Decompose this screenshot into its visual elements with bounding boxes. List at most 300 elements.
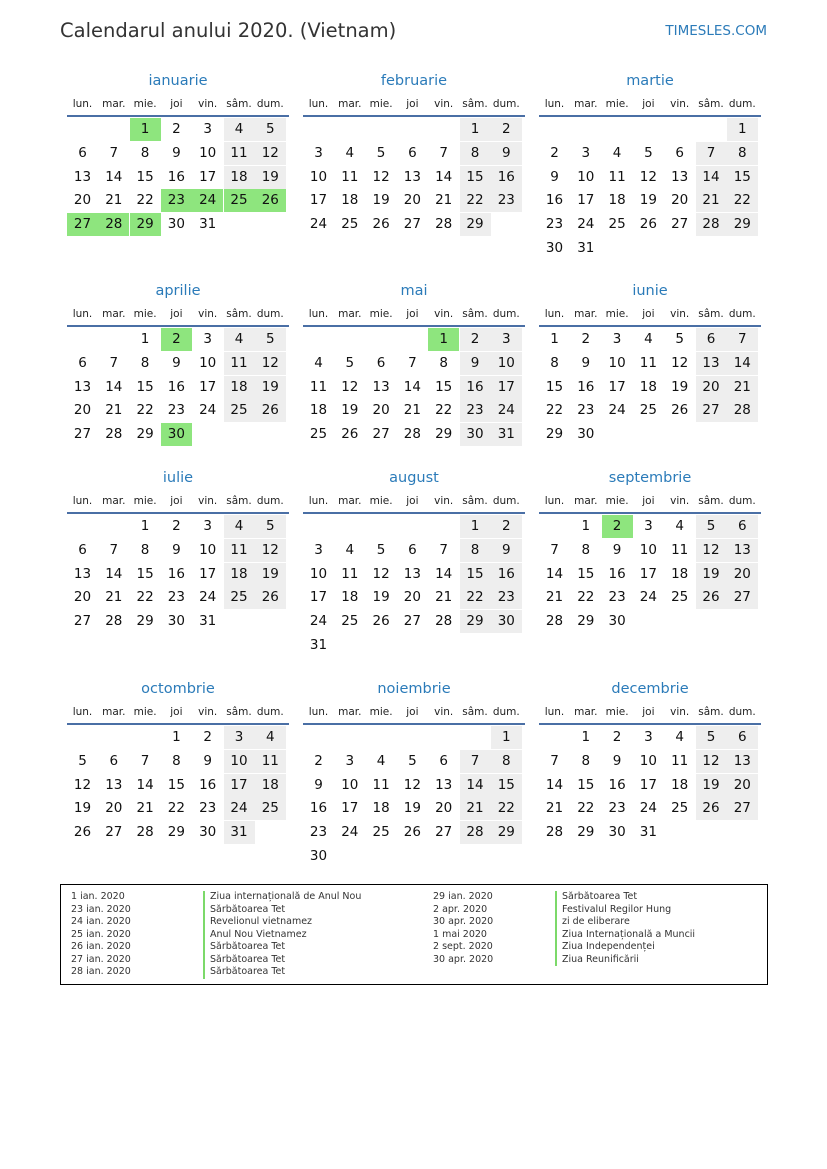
weekday-header bbox=[539, 308, 761, 322]
day-cell: 14 bbox=[460, 774, 491, 797]
day-cell: 27 bbox=[727, 797, 758, 820]
weekday-header bbox=[67, 706, 289, 720]
day-cell: 2 bbox=[581, 331, 591, 347]
day-cell: 11 bbox=[608, 168, 626, 185]
weekday-label: mie. bbox=[133, 495, 157, 507]
day-cell: 20 bbox=[727, 563, 758, 586]
day-cell: 18 bbox=[372, 800, 390, 817]
day-cell: 20 bbox=[435, 800, 453, 817]
day-cell: 26 bbox=[403, 824, 421, 841]
day-cell: 29 bbox=[545, 426, 564, 443]
day-cell: 23 bbox=[577, 402, 595, 419]
day-cell: 8 bbox=[460, 142, 491, 165]
holiday-day-cell: 1 bbox=[130, 118, 161, 141]
day-cell: 1 bbox=[491, 726, 522, 749]
day-cell: 4 bbox=[224, 515, 255, 538]
day-cell: 5 bbox=[696, 726, 727, 749]
weekday-label: joi bbox=[406, 98, 419, 110]
day-cell: 29 bbox=[435, 426, 453, 443]
weekday-label: sâm. bbox=[462, 495, 488, 507]
day-cell: 21 bbox=[545, 589, 564, 606]
day-cell: 31 bbox=[309, 637, 328, 653]
day-cell: 13 bbox=[696, 352, 727, 375]
day-cell: 23 bbox=[199, 800, 217, 817]
day-cell: 27 bbox=[372, 426, 390, 443]
day-cell: 24 bbox=[577, 216, 595, 233]
day-cell: 25 bbox=[639, 402, 657, 419]
day-cell: 25 bbox=[608, 216, 626, 233]
day-cell: 16 bbox=[167, 378, 185, 395]
day-cell: 4 bbox=[224, 328, 255, 351]
day-cell: 23 bbox=[491, 189, 522, 212]
weekday-label: vin. bbox=[198, 98, 218, 110]
day-cell: 18 bbox=[255, 774, 286, 797]
day-cell: 28 bbox=[435, 613, 453, 630]
day-cell: 29 bbox=[727, 213, 758, 236]
holiday-day-cell: 2 bbox=[161, 328, 192, 351]
day-cell: 24 bbox=[224, 797, 255, 820]
weekday-header bbox=[67, 98, 289, 112]
day-cell: 20 bbox=[403, 589, 421, 606]
day-cell: 21 bbox=[403, 402, 421, 419]
day-cell: 8 bbox=[581, 752, 591, 769]
day-cell: 21 bbox=[727, 376, 758, 399]
day-cell: 26 bbox=[255, 586, 286, 609]
legend-date: 30 apr. 2020 bbox=[433, 953, 494, 965]
day-cell: 10 bbox=[309, 168, 328, 185]
weekday-label: lun. bbox=[72, 495, 93, 507]
day-cell: 11 bbox=[341, 565, 359, 582]
day-cell: 5 bbox=[255, 328, 286, 351]
day-cell: 18 bbox=[224, 563, 255, 586]
day-cell: 1 bbox=[460, 515, 491, 538]
weekday-label: dum. bbox=[256, 706, 284, 718]
day-cell: 31 bbox=[491, 423, 522, 446]
day-cell: 25 bbox=[224, 586, 255, 609]
weekday-header bbox=[539, 98, 761, 112]
day-cell: 24 bbox=[639, 589, 657, 606]
weekday-label: dum. bbox=[492, 495, 520, 507]
weekday-label: joi bbox=[642, 308, 655, 320]
day-cell: 1 bbox=[460, 118, 491, 141]
legend-holiday-name: Anul Nou Vietnamez bbox=[203, 929, 361, 942]
weekday-label: mar. bbox=[574, 495, 598, 507]
day-cell: 18 bbox=[341, 589, 359, 606]
weekday-label: mar. bbox=[102, 495, 126, 507]
day-cell: 7 bbox=[439, 144, 448, 161]
day-cell: 28 bbox=[727, 399, 758, 422]
day-cell: 26 bbox=[696, 586, 727, 609]
day-cell: 25 bbox=[341, 216, 359, 233]
legend-holiday-name: zi de eliberare bbox=[555, 916, 695, 929]
legend-date: 2 sept. 2020 bbox=[433, 941, 493, 952]
day-cell: 7 bbox=[109, 144, 119, 161]
month-name: mai bbox=[400, 283, 428, 299]
day-cell: 19 bbox=[696, 563, 727, 586]
legend-holiday-name: Ziua Reunificării bbox=[555, 954, 695, 967]
header-rule bbox=[303, 723, 525, 725]
day-cell: 11 bbox=[309, 378, 328, 395]
weekday-label: joi bbox=[642, 706, 655, 718]
day-cell: 10 bbox=[224, 750, 255, 773]
weekday-label: joi bbox=[170, 706, 183, 718]
weekday-label: vin. bbox=[434, 98, 454, 110]
day-cell: 9 bbox=[491, 539, 522, 562]
weekday-label: mar. bbox=[338, 98, 362, 110]
day-cell: 5 bbox=[696, 515, 727, 538]
day-cell: 31 bbox=[577, 240, 595, 256]
day-cell: 9 bbox=[550, 168, 559, 185]
weekday-label: mie. bbox=[369, 495, 393, 507]
day-cell: 27 bbox=[435, 824, 453, 841]
day-cell: 20 bbox=[372, 402, 390, 419]
day-cell: 8 bbox=[550, 354, 559, 371]
day-cell: 22 bbox=[167, 800, 185, 817]
day-cell: 31 bbox=[199, 216, 217, 233]
weekday-label: sâm. bbox=[462, 706, 488, 718]
day-cell: 2 bbox=[172, 121, 181, 137]
day-cell: 20 bbox=[727, 774, 758, 797]
day-cell: 10 bbox=[639, 752, 657, 769]
day-cell: 30 bbox=[460, 423, 491, 446]
day-cell: 17 bbox=[309, 589, 328, 606]
day-cell: 21 bbox=[435, 589, 453, 606]
weekday-header bbox=[67, 495, 289, 509]
weekday-label: lun. bbox=[544, 706, 565, 718]
holiday-day-cell: 23 bbox=[161, 189, 192, 212]
day-cell: 12 bbox=[372, 168, 390, 185]
holiday-day-cell: 27 bbox=[67, 213, 98, 236]
day-cell: 14 bbox=[545, 776, 564, 793]
day-cell: 9 bbox=[612, 752, 622, 769]
day-cell: 3 bbox=[644, 518, 653, 534]
day-cell: 13 bbox=[73, 565, 92, 582]
day-cell: 4 bbox=[224, 118, 255, 141]
day-cell: 6 bbox=[376, 354, 386, 371]
day-cell: 8 bbox=[581, 541, 591, 558]
weekday-label: lun. bbox=[308, 98, 329, 110]
day-cell: 6 bbox=[408, 144, 417, 161]
day-cell: 14 bbox=[105, 565, 123, 582]
legend-date: 2 apr. 2020 bbox=[433, 903, 488, 915]
holiday-day-cell: 24 bbox=[192, 189, 223, 212]
holiday-day-cell: 28 bbox=[98, 213, 129, 236]
day-cell: 3 bbox=[203, 518, 212, 534]
legend-date: 28 ian. 2020 bbox=[71, 966, 131, 977]
day-cell: 30 bbox=[608, 824, 626, 841]
day-cell: 17 bbox=[608, 378, 626, 395]
day-cell: 14 bbox=[435, 168, 453, 185]
day-cell: 13 bbox=[73, 168, 92, 185]
day-cell: 24 bbox=[309, 216, 328, 233]
day-cell: 28 bbox=[435, 216, 453, 233]
day-cell: 2 bbox=[460, 328, 491, 351]
weekday-label: vin. bbox=[198, 308, 218, 320]
day-cell: 26 bbox=[255, 399, 286, 422]
day-cell: 22 bbox=[491, 797, 522, 820]
day-cell: 6 bbox=[696, 328, 727, 351]
day-cell: 11 bbox=[671, 752, 689, 769]
day-cell: 17 bbox=[199, 168, 217, 185]
day-cell: 28 bbox=[105, 426, 123, 443]
day-cell: 1 bbox=[727, 118, 758, 141]
day-cell: 7 bbox=[727, 328, 758, 351]
day-cell: 6 bbox=[109, 752, 119, 769]
day-cell: 20 bbox=[403, 192, 421, 209]
day-cell: 7 bbox=[408, 354, 417, 371]
month-name: iunie bbox=[632, 283, 668, 299]
day-cell: 28 bbox=[545, 613, 564, 630]
day-cell: 23 bbox=[491, 586, 522, 609]
header-rule bbox=[539, 512, 761, 514]
day-cell: 14 bbox=[105, 378, 123, 395]
day-cell: 3 bbox=[203, 121, 212, 137]
month-name: aprilie bbox=[155, 283, 201, 299]
day-cell: 27 bbox=[403, 216, 421, 233]
day-cell: 19 bbox=[671, 378, 689, 395]
day-cell: 24 bbox=[639, 800, 657, 817]
legend-date: 30 apr. 2020 bbox=[433, 916, 494, 927]
day-cell: 17 bbox=[577, 192, 595, 209]
weekday-label: dum. bbox=[728, 98, 756, 110]
month-name: iulie bbox=[162, 470, 194, 486]
day-cell: 16 bbox=[577, 378, 595, 395]
holiday-day-cell: 25 bbox=[224, 189, 255, 212]
day-cell: 7 bbox=[460, 750, 491, 773]
weekday-label: sâm. bbox=[462, 98, 488, 110]
day-cell: 25 bbox=[309, 426, 328, 443]
day-cell: 17 bbox=[309, 192, 328, 209]
weekday-label: mie. bbox=[133, 98, 157, 110]
holiday-day-cell: 29 bbox=[130, 213, 161, 236]
day-cell: 25 bbox=[341, 613, 359, 630]
weekday-label: mar. bbox=[102, 98, 126, 110]
day-cell: 22 bbox=[460, 189, 491, 212]
day-cell: 8 bbox=[439, 354, 448, 371]
day-cell: 11 bbox=[372, 776, 390, 793]
day-cell: 19 bbox=[372, 192, 390, 209]
weekday-label: sâm. bbox=[698, 495, 724, 507]
page-title: Calendarul anului 2020. (Vietnam) bbox=[60, 19, 397, 42]
day-cell: 20 bbox=[696, 376, 727, 399]
weekday-label: dum. bbox=[492, 98, 520, 110]
weekday-label: mar. bbox=[574, 706, 598, 718]
day-cell: 5 bbox=[255, 515, 286, 538]
day-cell: 5 bbox=[408, 752, 417, 769]
weekday-label: sâm. bbox=[462, 308, 488, 320]
day-cell: 10 bbox=[309, 565, 328, 582]
day-cell: 16 bbox=[608, 776, 626, 793]
weekday-header bbox=[303, 706, 525, 720]
day-cell: 6 bbox=[78, 354, 87, 371]
header-rule bbox=[67, 325, 289, 327]
day-cell: 7 bbox=[109, 541, 119, 558]
header-rule bbox=[303, 325, 525, 327]
day-cell: 4 bbox=[675, 518, 684, 534]
day-cell: 7 bbox=[140, 752, 150, 769]
legend-holiday-name: Sărbătoarea Tet bbox=[203, 941, 361, 954]
day-cell: 25 bbox=[224, 399, 255, 422]
header-rule bbox=[303, 512, 525, 514]
day-cell: 29 bbox=[460, 213, 491, 236]
day-cell: 23 bbox=[309, 824, 328, 841]
day-cell: 25 bbox=[372, 824, 390, 841]
day-cell: 2 bbox=[203, 729, 212, 745]
day-cell: 13 bbox=[403, 168, 421, 185]
day-cell: 16 bbox=[491, 563, 522, 586]
weekday-label: vin. bbox=[670, 706, 690, 718]
weekday-label: mie. bbox=[369, 98, 393, 110]
brand-link[interactable]: TIMESLES.COM bbox=[665, 23, 767, 39]
day-cell: 24 bbox=[341, 824, 359, 841]
weekday-label: sâm. bbox=[226, 98, 252, 110]
legend-date: 1 ian. 2020 bbox=[71, 891, 125, 902]
day-cell: 29 bbox=[491, 821, 522, 844]
day-cell: 22 bbox=[136, 589, 154, 606]
day-cell: 26 bbox=[696, 797, 727, 820]
day-cell: 1 bbox=[581, 729, 591, 745]
legend-date: 24 ian. 2020 bbox=[71, 916, 131, 927]
weekday-label: sâm. bbox=[698, 98, 724, 110]
day-cell: 23 bbox=[167, 402, 185, 419]
day-cell: 19 bbox=[341, 402, 359, 419]
day-cell: 20 bbox=[73, 192, 92, 209]
day-cell: 10 bbox=[577, 168, 595, 185]
holiday-day-cell: 26 bbox=[255, 189, 286, 212]
day-cell: 3 bbox=[612, 331, 622, 347]
day-cell: 14 bbox=[136, 776, 154, 793]
day-cell: 23 bbox=[545, 216, 564, 233]
day-cell: 29 bbox=[136, 426, 154, 443]
day-cell: 6 bbox=[439, 752, 448, 769]
day-cell: 10 bbox=[639, 541, 657, 558]
day-cell: 13 bbox=[727, 539, 758, 562]
day-cell: 21 bbox=[545, 800, 564, 817]
month-name: noiembrie bbox=[377, 681, 451, 697]
day-cell: 9 bbox=[581, 354, 591, 371]
day-cell: 30 bbox=[577, 426, 595, 443]
day-cell: 19 bbox=[403, 800, 421, 817]
day-cell: 15 bbox=[460, 166, 491, 189]
month-name: martie bbox=[626, 73, 674, 89]
day-cell: 13 bbox=[727, 750, 758, 773]
day-cell: 7 bbox=[696, 142, 727, 165]
day-cell: 12 bbox=[671, 354, 689, 371]
day-cell: 5 bbox=[644, 144, 653, 161]
day-cell: 3 bbox=[345, 752, 355, 769]
day-cell: 6 bbox=[675, 144, 684, 161]
day-cell: 27 bbox=[105, 824, 123, 841]
day-cell: 17 bbox=[341, 800, 359, 817]
day-cell: 15 bbox=[491, 774, 522, 797]
day-cell: 18 bbox=[639, 378, 657, 395]
weekday-header bbox=[539, 495, 761, 509]
header-rule bbox=[303, 115, 525, 117]
header-rule bbox=[539, 115, 761, 117]
day-cell: 26 bbox=[73, 824, 92, 841]
day-cell: 19 bbox=[696, 774, 727, 797]
day-cell: 26 bbox=[341, 426, 359, 443]
weekday-label: joi bbox=[406, 308, 419, 320]
weekday-label: mar. bbox=[574, 98, 598, 110]
day-cell: 14 bbox=[727, 352, 758, 375]
day-cell: 28 bbox=[460, 821, 491, 844]
weekday-label: sâm. bbox=[698, 308, 724, 320]
day-cell: 16 bbox=[460, 376, 491, 399]
day-cell: 14 bbox=[435, 565, 453, 582]
day-cell: 28 bbox=[136, 824, 154, 841]
day-cell: 12 bbox=[696, 750, 727, 773]
day-cell: 11 bbox=[671, 541, 689, 558]
day-cell: 6 bbox=[78, 541, 87, 558]
day-cell: 21 bbox=[696, 189, 727, 212]
day-cell: 24 bbox=[309, 613, 328, 630]
holiday-legend bbox=[60, 884, 768, 985]
month-name: februarie bbox=[380, 73, 448, 89]
day-cell: 24 bbox=[608, 402, 626, 419]
legend-dates-right bbox=[433, 891, 493, 966]
weekday-label: vin. bbox=[670, 495, 690, 507]
day-cell: 4 bbox=[675, 729, 684, 745]
day-cell: 11 bbox=[639, 354, 657, 371]
weekday-label: lun. bbox=[308, 706, 329, 718]
day-cell: 19 bbox=[372, 589, 390, 606]
day-cell: 15 bbox=[136, 378, 154, 395]
day-cell: 14 bbox=[105, 168, 123, 185]
day-cell: 3 bbox=[314, 541, 323, 558]
day-cell: 29 bbox=[577, 824, 595, 841]
day-cell: 26 bbox=[372, 613, 390, 630]
day-cell: 21 bbox=[136, 800, 154, 817]
day-cell: 4 bbox=[255, 726, 286, 749]
day-cell: 4 bbox=[376, 752, 386, 769]
weekday-label: vin. bbox=[670, 98, 690, 110]
day-cell: 23 bbox=[608, 589, 626, 606]
weekday-label: vin. bbox=[198, 706, 218, 718]
weekday-label: joi bbox=[170, 308, 183, 320]
weekday-header bbox=[539, 706, 761, 720]
weekday-label: mie. bbox=[133, 308, 157, 320]
day-cell: 15 bbox=[167, 776, 185, 793]
day-cell: 22 bbox=[136, 402, 154, 419]
day-cell: 30 bbox=[167, 216, 185, 233]
day-cell: 12 bbox=[255, 142, 286, 165]
day-cell: 24 bbox=[491, 399, 522, 422]
day-cell: 15 bbox=[136, 168, 154, 185]
day-cell: 22 bbox=[577, 800, 595, 817]
weekday-label: joi bbox=[642, 495, 655, 507]
legend-date: 1 mai 2020 bbox=[433, 928, 487, 940]
legend-holiday-name: Ziua Internațională a Muncii bbox=[555, 929, 695, 942]
month-name: ianuarie bbox=[148, 73, 208, 89]
weekday-label: dum. bbox=[728, 495, 756, 507]
day-cell: 6 bbox=[78, 144, 87, 161]
day-cell: 21 bbox=[105, 192, 123, 209]
weekday-label: mie. bbox=[605, 308, 629, 320]
day-cell: 13 bbox=[435, 776, 453, 793]
day-cell: 16 bbox=[167, 565, 185, 582]
legend-date: 27 ian. 2020 bbox=[71, 953, 131, 965]
day-cell: 2 bbox=[172, 518, 181, 534]
day-cell: 4 bbox=[612, 144, 622, 161]
day-cell: 16 bbox=[545, 192, 564, 209]
day-cell: 18 bbox=[671, 565, 689, 582]
day-cell: 27 bbox=[696, 399, 727, 422]
day-cell: 13 bbox=[671, 168, 689, 185]
day-cell: 9 bbox=[314, 776, 323, 793]
day-cell: 16 bbox=[167, 168, 185, 185]
month-name: august bbox=[389, 470, 439, 486]
